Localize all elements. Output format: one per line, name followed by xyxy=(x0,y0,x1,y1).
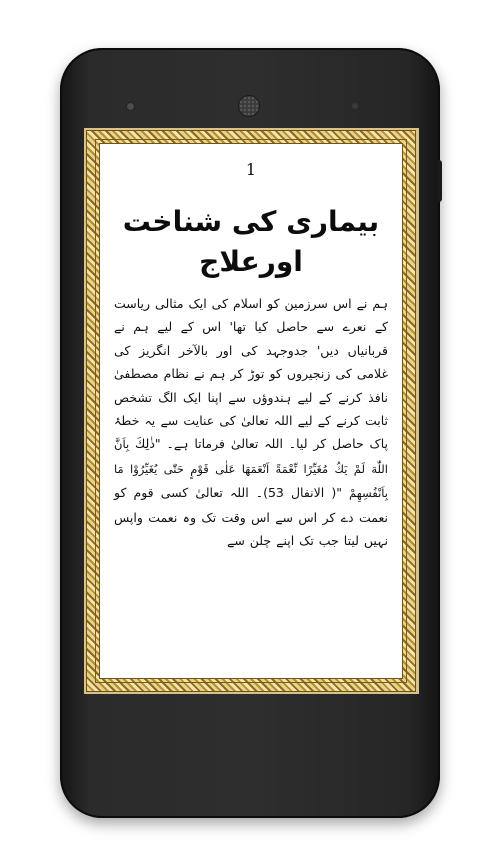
quran-ayah: بِاَنَّ اللّٰهَ لَمْ یَكُ مُغَیِّرًا نِّعْمَةً اَنْعَمَهَا عَلٰى قَوْمٍ حَتّٰى یُغَیِّرُوْا مَا بِاَنْفُسِهِمْ xyxy=(114,437,388,501)
ayah-citation: "( الانفال 53)۔ xyxy=(255,485,342,501)
chapter-title-line-1: بیماری کی شناخت xyxy=(122,205,380,238)
proximity-sensor xyxy=(352,103,358,109)
earpiece-speaker xyxy=(239,96,259,116)
paragraph-part-2: اللہ تعالیٰ کسی قوم کو نعمت دے کر اس سے اس وقت تک وہ نعمت واپس نہیں لیتا جب تک اپنے چلن سے xyxy=(114,485,388,549)
book-page[interactable] xyxy=(100,144,402,678)
page-body-text xyxy=(114,292,388,552)
front-camera xyxy=(127,103,134,110)
chapter-title-line-2: اورعلاج xyxy=(199,245,303,278)
paragraph-part-1: ہم نے اس سرزمین کو اسلام کی ایک مثالی ریاست کے نعرے سے حاصل کیا تھا' اس کے لیے ہم نے قربانیاں دیں' جدوجہد کی اور بالآخر انگریز کی غلامی کی زنجیروں کو توڑ کر ہم نے نظام مصطفیٰ نافذ کرنے کے لیے ہندوؤں سے اپنا ایک الگ تشخص ثابت کرنے کے لیے اللہ تعالیٰ کی عنایت سے یہ خطۂ پاک حاصل کر لیا۔ اللہ تعالیٰ فرماتا ہے۔ "ذٰلِكَ xyxy=(114,296,388,452)
power-button xyxy=(438,160,442,202)
page-number: 1 xyxy=(245,160,257,179)
chapter-title xyxy=(100,202,402,282)
